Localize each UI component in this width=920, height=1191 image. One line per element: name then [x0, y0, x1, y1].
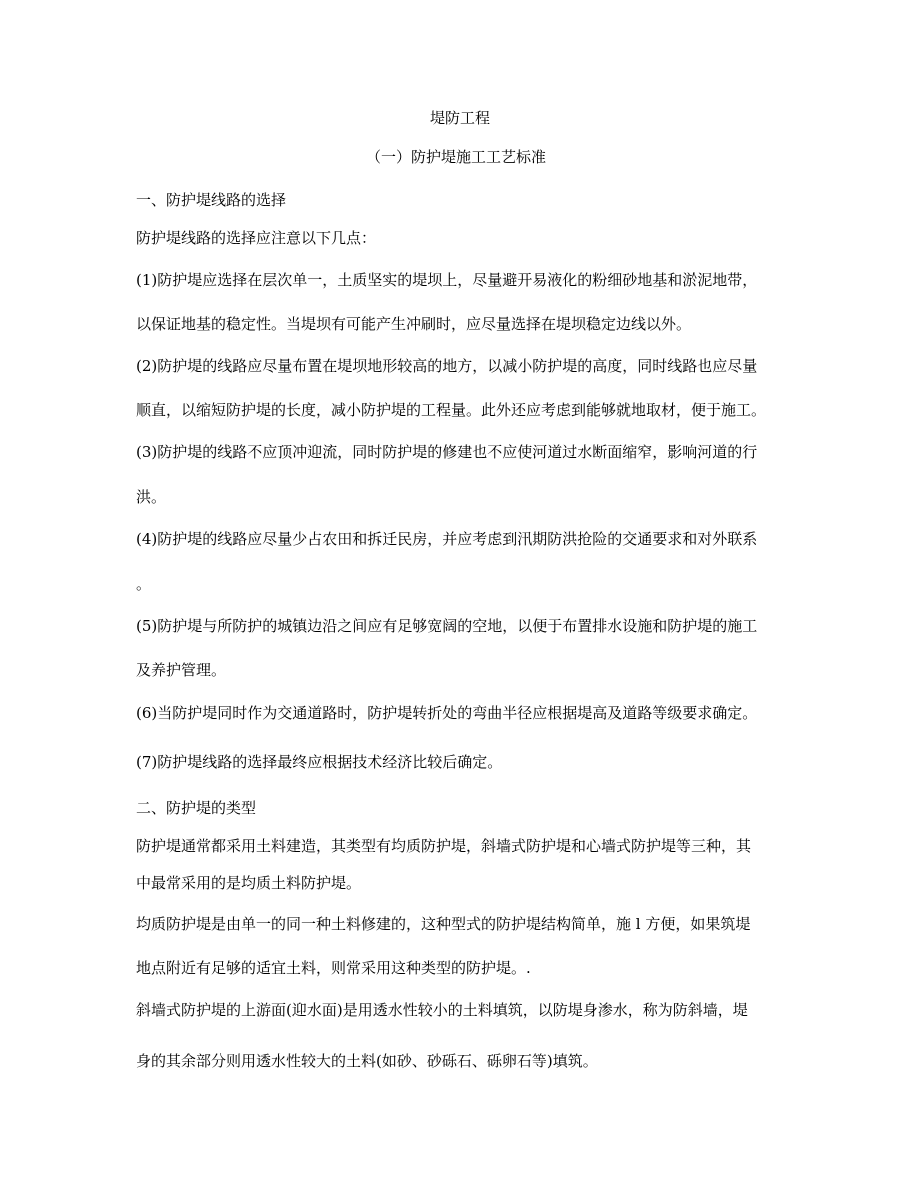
- paragraph-line: (5)防护堤与所防护的城镇边沿之间应有足够宽阔的空地，以便于布置排水设施和防护堤的施工: [136, 617, 758, 635]
- paragraph-line: 。: [136, 575, 152, 593]
- paragraph-line: (4)防护堤的线路应尽量少占农田和拆迁民房，并应考虑到汛期防洪抢险的交通要求和对外联系: [136, 530, 758, 548]
- paragraph-line: (2)防护堤的线路应尽量布置在堤坝地形较高的地方，以减小防护堤的高度，同时线路也应尽量: [136, 357, 758, 375]
- paragraph-line: 顺直，以缩短防护堤的长度，减小防护堤的工程量。此外还应考虑到能够就地取材，便于施工。: [136, 401, 767, 419]
- document-title: 堤防工程: [429, 109, 490, 127]
- paragraph-line: 身的其余部分则用透水性较大的土料(如砂、砂砾石、砾卵石等)填筑。: [136, 1052, 598, 1070]
- paragraph-line: 防护堤线路的选择应注意以下几点：: [136, 229, 377, 247]
- paragraph-line: (7)防护堤线路的选择最终应根据技术经济比较后确定。: [136, 753, 503, 771]
- paragraph-line: 地点附近有足够的适宜土料，则常采用这种类型的防护堤。.: [136, 959, 531, 977]
- paragraph-line: 防护堤通常都采用土料建造，其类型有均质防护堤，斜墙式防护堤和心墙式防护堤等三种，其: [136, 837, 752, 855]
- document-subtitle: （一）防护堤施工工艺标准: [366, 148, 547, 166]
- paragraph-line: 洪。: [136, 488, 167, 506]
- paragraph-line: 及养护管理。: [136, 661, 227, 679]
- paragraph-line: 以保证地基的稳定性。当堤坝有可能产生冲刷时，应尽量选择在堤坝稳定边线以外。: [136, 315, 692, 333]
- paragraph-line: (1)防护堤应选择在层次单一，土质坚实的堤坝上，尽量避开易液化的粉细砂地基和淤泥地带，: [136, 271, 758, 289]
- paragraph-line: (6)当防护堤同时作为交通道路时，防护堤转折处的弯曲半径应根据堤高及道路等级要求确定。: [136, 704, 758, 722]
- paragraph-line: 均质防护堤是由单一的同一种土料修建的，这种型式的防护堤结构简单，施 l 方便，如果筑堤: [136, 915, 751, 933]
- section-heading-2: 二、防护堤的类型: [136, 799, 257, 817]
- paragraph-line: (3)防护堤的线路不应顶冲迎流，同时防护堤的修建也不应使河道过水断面缩窄，影响河道的行: [136, 443, 758, 461]
- paragraph-line: 中最常采用的是均质土料防护堤。: [136, 874, 362, 892]
- paragraph-line: 斜墙式防护堤的上游面(迎水面)是用透水性较小的土料填筑，以防堤身渗水，称为防斜墙，堤: [136, 1001, 748, 1019]
- section-heading-1: 一、防护堤线路的选择: [136, 191, 287, 209]
